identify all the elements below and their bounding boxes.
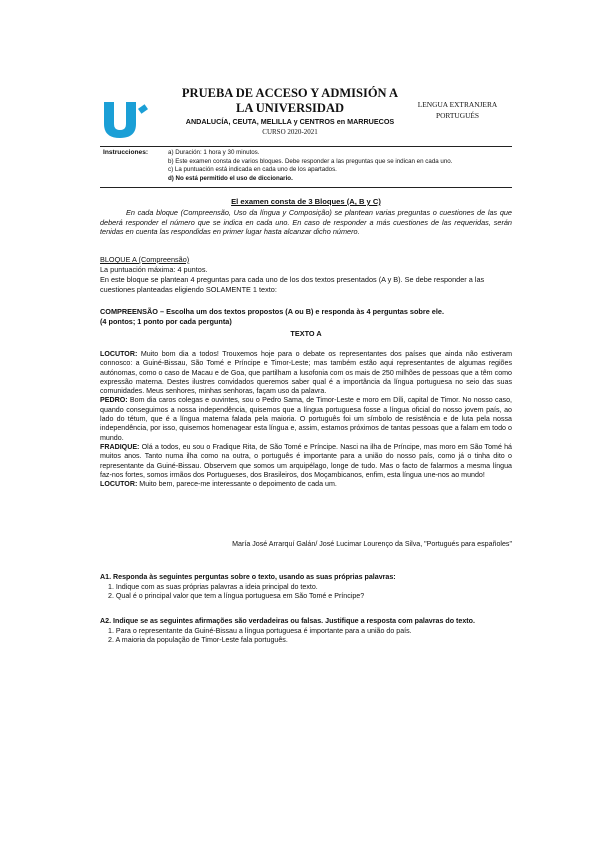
speaker-label: FRADIQUE:: [100, 442, 140, 451]
question-item: 2. A maioria da população de Timor-Leste fala português.: [108, 636, 288, 644]
exam-heading: El examen consta de 3 Bloques (A, B y C): [231, 197, 381, 206]
subject-line-1: LENGUA EXTRANJERA: [417, 100, 498, 109]
citation: María José Arrarquí Galán/ José Lucimar Lourenço da Silva, "Portugués para españoles": [232, 540, 512, 548]
paragraph: [100, 396, 512, 442]
subject-label: [405, 99, 510, 121]
paragraph: [100, 443, 512, 480]
instructions-label: Instrucciones:: [103, 149, 149, 156]
text-a-title: TEXTO A: [290, 329, 322, 338]
speaker-label: LOCUTOR:: [100, 480, 138, 489]
question-item: 1. Indique com as suas próprias palavras a ideia principal do texto.: [108, 582, 318, 591]
exam-intro: En cada bloque (Compreensão, Uso da língua y Composição) se plantean varias preguntas o cuestiones de las que deberá responder el número que se indica en cada uno. En caso de responder a más cuestiones de las requeridas, serán tenidas en cuenta las respondidas en primer lugar hasta alcanzar dicho número.: [100, 208, 512, 236]
speaker-label: LOCUTOR:: [100, 350, 138, 358]
instruction-item: b) Este examen consta de varios bloques. Debe responder a las preguntas que se indican en cada uno.: [168, 157, 453, 165]
speech-text: Muito bem, parece-me interessante o depoimento de cada um.: [137, 480, 337, 489]
block-a-title-text: BLOQUE A (Compreensão): [100, 255, 190, 264]
speech-text: Bom dia caros colegas e ouvintes, sou o Pedro Sama, de Timor-Leste e moro em Díli, capital de Timor. No nosso caso, quando conseguimos a nossa independência, quisemos que a língua portuguesa fosse a língua oficial do nosso jovem país, ao lado do tétum, que é a língua materna falada pela maioria. O português foi um símbolo de resistência e de luta pela nossa independência, por isso, quisemos homenagear esta língua e, assim, estamos próximos de tantas pessoas que a falam em todo o mundo.: [100, 396, 512, 442]
instructions-box: [100, 146, 512, 188]
question-a1: [100, 573, 512, 602]
exam-course: CURSO 2020-2021: [262, 128, 318, 136]
text-a-body: [100, 350, 512, 489]
block-a-description: En este bloque se plantean 4 preguntas para cada uno de los dos textos presentados (A y B). Se debe responder a las cuestiones planteadas eligiendo SOLAMENTE 1 texto:: [100, 275, 485, 294]
exam-subtitle: ANDALUCÍA, CEUTA, MELILLA y CENTROS en MARRUECOS: [185, 117, 395, 126]
block-a-title: [100, 255, 512, 265]
subject-line-2: PORTUGUÉS: [435, 111, 480, 120]
speaker-label: PEDRO:: [100, 396, 128, 405]
exam-title: PRUEBA DE ACCESO Y ADMISIÓN A LA UNIVERSIDAD: [181, 86, 399, 115]
instructions-list: [168, 149, 452, 183]
speech-text: Olá a todos, eu sou o Fradique Rita, de São Tomé e Príncipe. Nasci na ilha de Príncipe, mas moro em São Tomé há muitos anos. Tanto numa ilha como na outra, o português é importante para a união do nosso país, como já o tinha dito o representante da Guiné-Bissau. Observem que somos um arquipélago, longe de tudo. Mas o facto de falarmos a mesma língua faz-nos fortes, somos irmãos dos Portugueses, dos Brasileiros, dos Moçambicanos, enfim, esta língua une-nos ao mundo!: [100, 442, 512, 479]
paragraph: [100, 350, 512, 396]
question-item: 2. Qual é o principal valor que tem a língua portuguesa em São Tomé e Príncipe?: [108, 592, 365, 600]
block-a-points: La puntuación máxima: 4 puntos.: [100, 265, 208, 274]
instruction-item: c) La puntuación está indicada en cada uno de los apartados.: [168, 166, 337, 173]
instruction-item: d) No está permitido el uso de diccionario.: [168, 174, 293, 182]
question-item: 1. Para o representante da Guiné-Bissau a língua portuguesa é importante para a união do país.: [108, 626, 412, 635]
speech-text: Muito bom dia a todos! Trouxemos hoje para o debate os representantes dos países que ainda não estiveram connosco: a Guiné-Bissau, São Tomé e Príncipe e Timor-Leste; mas também estão aqui representantes de algumas regiões autónomas, como o caso de Macau e de Goa, que partilham a lusofonia com os mais de 250 milhões de pessoas que a têm como expressão materna. Destes ilustres convidados queremos saber qual é a importância da língua portuguesa no seio das suas comunidades. Meus senhores, minhas senhoras, façam uso da palavra.: [100, 350, 512, 396]
instruction-item: a) Duración: 1 hora y 30 minutos.: [168, 149, 260, 156]
task-line-1: COMPREENSÃO – Escolha um dos textos propostos (A ou B) e responda às 4 perguntas sobre ele.: [100, 307, 444, 316]
university-logo: [100, 98, 162, 138]
question-a2: [100, 617, 512, 646]
question-a2-title: A2. Indique se as seguintes afirmações são verdadeiras ou falsas. Justifique a resposta com palavras do texto.: [100, 617, 475, 625]
task-line-2: (4 pontos; 1 ponto por cada pergunta): [100, 317, 232, 326]
question-a1-title: A1. Responda às seguintes perguntas sobre o texto, usando as suas próprias palavras:: [100, 573, 396, 581]
paragraph: [100, 480, 512, 489]
